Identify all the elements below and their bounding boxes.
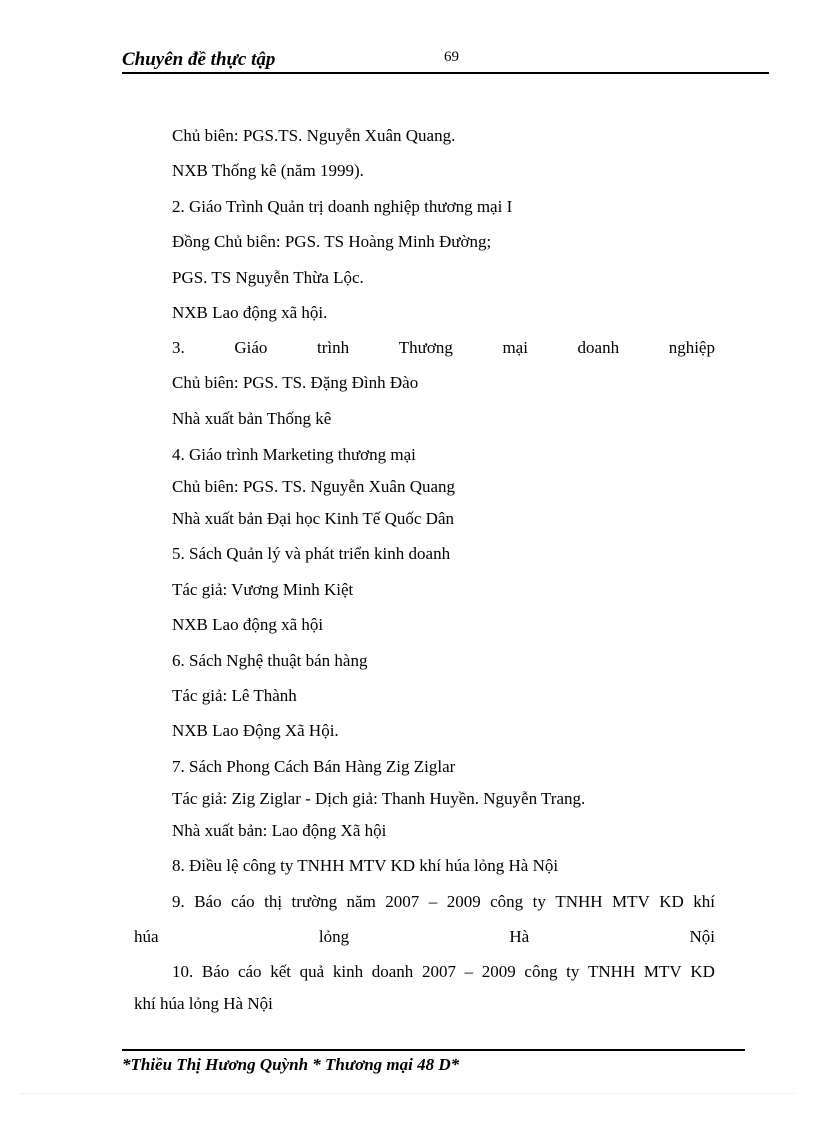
word: Nội xyxy=(689,927,715,946)
page-number: 69 xyxy=(444,49,459,65)
word: doanh xyxy=(371,962,414,981)
word: 3. xyxy=(172,338,185,357)
word: húa xyxy=(134,927,159,946)
word: MTV xyxy=(643,962,682,981)
word: mại xyxy=(502,338,528,357)
reference-line-justified xyxy=(172,338,715,358)
word: công xyxy=(524,962,558,981)
reference-line: Chủ biên: PGS. TS. Đặng Đình Đào xyxy=(172,373,419,392)
reference-line: 5. Sách Quản lý và phát triển kinh doanh xyxy=(172,544,451,563)
reference-line-justified xyxy=(134,927,715,947)
reference-line: 8. Điều lệ công ty TNHH MTV KD khí húa lỏng Hà Nội xyxy=(172,856,559,875)
reference-line: 7. Sách Phong Cách Bán Hàng Zig Ziglar xyxy=(172,757,456,776)
word: 9. xyxy=(172,892,185,911)
word: nghiệp xyxy=(668,338,715,357)
reference-line: 2. Giáo Trình Quản trị doanh nghiệp thương mại I xyxy=(172,197,513,216)
word: Báo xyxy=(194,892,222,911)
footer-rule xyxy=(122,1049,745,1051)
word: TNHH xyxy=(588,962,636,981)
page-edge-divider xyxy=(20,1093,796,1094)
word: Hà xyxy=(509,927,530,946)
word: Giáo xyxy=(234,338,268,357)
word: khí xyxy=(693,892,715,911)
reference-line: Nhà xuất bản Đại học Kinh Tế Quốc Dân xyxy=(172,509,454,528)
reference-line: Đồng Chủ biên: PGS. TS Hoàng Minh Đường; xyxy=(172,232,492,251)
header-rule xyxy=(122,72,769,74)
word: 2007 xyxy=(385,892,420,911)
word: TNHH xyxy=(555,892,603,911)
word: Thương xyxy=(398,338,453,357)
word: kinh xyxy=(332,962,364,981)
word: MTV xyxy=(612,892,650,911)
footer-text: *Thiều Thị Hương Quỳnh * Thương mại 48 D* xyxy=(122,1055,460,1074)
word: trường xyxy=(291,892,338,911)
reference-line: NXB Lao động xã hội xyxy=(172,615,324,634)
word: 2009 xyxy=(446,892,481,911)
reference-line: Nhà xuất bản: Lao động Xã hội xyxy=(172,821,387,840)
reference-line: Chủ biên: PGS. TS. Nguyễn Xuân Quang xyxy=(172,477,456,496)
word: KD xyxy=(659,892,684,911)
reference-line: NXB Lao động xã hội. xyxy=(172,303,328,322)
reference-line: 6. Sách Nghệ thuật bán hàng xyxy=(172,651,368,670)
word: 2007 xyxy=(421,962,456,981)
word: – xyxy=(464,962,474,981)
word: ty xyxy=(532,892,546,911)
reference-line-justified xyxy=(172,962,715,982)
word: lỏng xyxy=(318,927,350,946)
word: công xyxy=(490,892,524,911)
reference-line: NXB Thống kê (năm 1999). xyxy=(172,161,364,180)
word: ty xyxy=(566,962,580,981)
reference-line: NXB Lao Động Xã Hội. xyxy=(172,721,339,740)
word: kết xyxy=(270,962,291,981)
header-title: Chuyên đề thực tập xyxy=(122,49,276,70)
reference-line: Chủ biên: PGS.TS. Nguyễn Xuân Quang. xyxy=(172,126,456,145)
word: Báo xyxy=(201,962,230,981)
word: doanh xyxy=(577,338,620,357)
reference-line: khí húa lỏng Hà Nội xyxy=(134,994,273,1013)
reference-line: Tác giả: Lê Thành xyxy=(172,686,297,705)
word: 10. xyxy=(172,962,194,981)
reference-line: Tác giả: Zig Ziglar - Dịch giả: Thanh Huyền. Nguyễn Trang. xyxy=(172,789,586,808)
word: KD xyxy=(690,962,715,981)
word: 2009 xyxy=(481,962,516,981)
reference-line: 4. Giáo trình Marketing thương mại xyxy=(172,445,416,464)
reference-line: Nhà xuất bản Thống kê xyxy=(172,409,332,428)
word: cáo xyxy=(237,962,262,981)
word: – xyxy=(428,892,438,911)
word: năm xyxy=(346,892,376,911)
reference-line: PGS. TS Nguyễn Thừa Lộc. xyxy=(172,268,364,287)
word: quả xyxy=(299,962,325,981)
word: trình xyxy=(317,338,350,357)
reference-line-justified xyxy=(172,892,715,912)
word: thị xyxy=(264,892,283,911)
reference-line: Tác giả: Vương Minh Kiệt xyxy=(172,580,354,599)
word: cáo xyxy=(231,892,255,911)
